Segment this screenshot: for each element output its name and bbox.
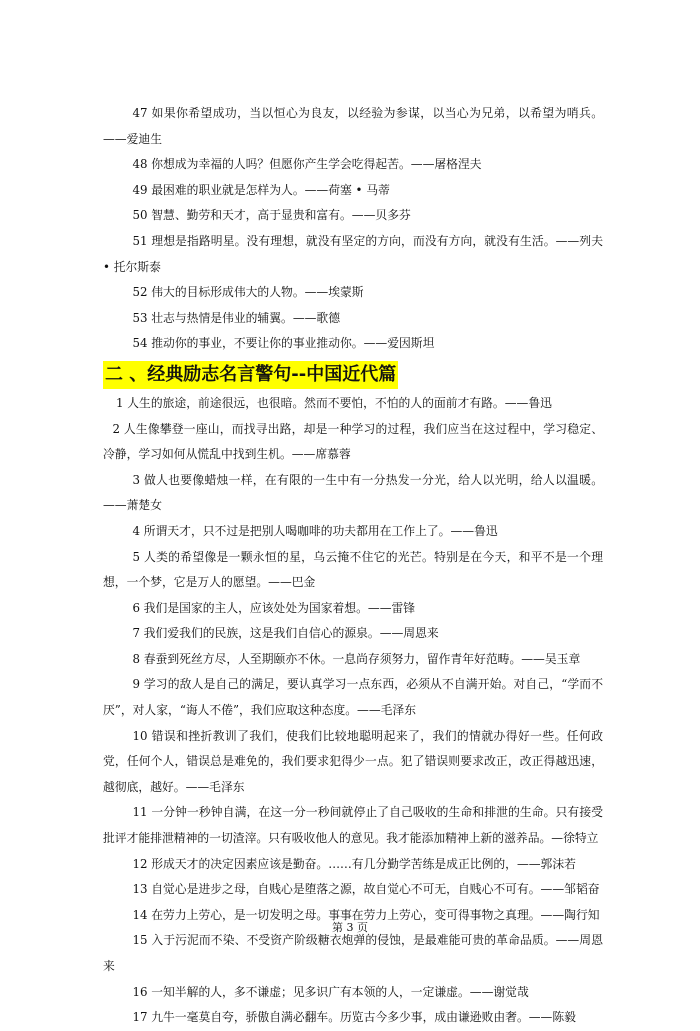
quote-48: 48 你想成为幸福的人吗？但愿你产生学会吃得起苦。——屠格涅夫 (132, 157, 482, 172)
quote-2: 2 人生像攀登一座山，而找寻出路，却是一种学习的过程，我们应当在这过程中，学习稳定、冷静，学习如何从慌乱中找到生机。——席慕蓉 (103, 421, 603, 462)
quote-17: 17 九牛一毫莫自夸，骄傲自满必翻车。历览古今多少事，成由谦逊败由奢。——陈毅 (132, 1010, 576, 1025)
quote-12: 12 形成天才的决定因素应该是勤奋。……有几分勤学苦练是成正比例的，——郭沫若 (132, 856, 576, 871)
quote-list-western (103, 101, 603, 357)
section-heading-row (103, 357, 603, 391)
quote-13: 13 自觉心是进步之母，自贱心是堕落之源，故自觉心不可无，自贱心不可有。——邹韬奋 (132, 882, 600, 897)
quote-6: 6 我们是国家的主人，应该处处为国家着想。——雷锋 (132, 600, 416, 615)
quote-47: 47 如果你希望成功，当以恒心为良友，以经验为参谋，以当心为兄弟，以希望为哨兵。——爱迪生 (103, 106, 603, 146)
quote-51: 51 理想是指路明星。没有理想，就没有坚定的方向，而没有方向，就没有生活。——列夫 • 托尔斯泰 (103, 233, 603, 274)
quote-16: 16 一知半解的人，多不谦虚；见多识广有本领的人，一定谦虚。——谢觉哉 (132, 984, 529, 999)
quote-4: 4 所谓天才，只不过是把别人喝咖啡的功夫都用在工作上了。——鲁迅 (132, 523, 498, 538)
quote-52: 52 伟大的目标形成伟大的人物。——埃蒙斯 (132, 285, 364, 300)
section-heading: 二 、经典励志名言警句--中国近代篇 (103, 361, 398, 389)
quote-1: 1 人生的旅途，前途很远，也很暗。然而不要怕，不怕的人的面前才有路。——鲁迅 (115, 395, 552, 410)
quote-3: 3 做人也要像蜡烛一样，在有限的一生中有一分热发一分光，给人以光明，给人以温暖。——萧楚女 (103, 472, 603, 513)
quote-54: 54 推动你的事业，不要让你的事业推动你。——爱因斯坦 (132, 336, 435, 351)
quote-5: 5 人类的希望像是一颗永恒的星，乌云掩不住它的光芒。特别是在今天，和平不是一个理想，一个梦，它是万人的愿望。——巴金 (103, 549, 603, 590)
document-body (103, 101, 603, 1031)
quote-49: 49 最困难的职业就是怎样为人。——荷塞 • 马蒂 (132, 182, 390, 197)
quote-15: 15 入于污泥而不染、不受资产阶级糖衣炮弹的侵蚀，是最难能可贵的革命品质。——周恩来 (103, 933, 603, 973)
page-number: 第 3 页 (332, 921, 368, 934)
quote-53: 53 壮志与热情是伟业的辅翼。——歌德 (132, 310, 341, 325)
quote-14: 14 在劳力上劳心，是一切发明之母。事事在劳力上劳心，变可得事物之真理。——陶行知 (132, 907, 600, 922)
quote-9: 9 学习的敌人是自己的满足，要认真学习一点东西，必须从不自满开始。对自己，“学而不厌”，对人家，“诲人不倦”，我们应取这种态度。——毛泽东 (103, 677, 603, 718)
quote-10: 10 错误和挫折教训了我们，使我们比较地聪明起来了，我们的情就办得好一些。任何政党，任何个人，错误总是难免的，我们要求犯得少一点。犯了错误则要求改正，改正得越迅速，越彻底，越好。——毛泽东 (103, 728, 603, 794)
quote-7: 7 我们爱我们的民族，这是我们自信心的源泉。——周恩来 (132, 626, 439, 641)
quote-50: 50 智慧、勤劳和天才，高于显贵和富有。——贝多芬 (132, 208, 411, 223)
quote-8: 8 春蚕到死丝方尽，人至期颐亦不休。一息尚存须努力，留作青年好范畴。——吴玉章 (132, 651, 581, 666)
quote-11: 11 一分钟一秒钟自满，在这一分一秒间就停止了自己吸收的生命和排泄的生命。只有接受批评才能排泄精神的一切渣滓。只有吸收他人的意见。我才能添加精神上新的滋养品。—徐特立 (103, 805, 603, 846)
